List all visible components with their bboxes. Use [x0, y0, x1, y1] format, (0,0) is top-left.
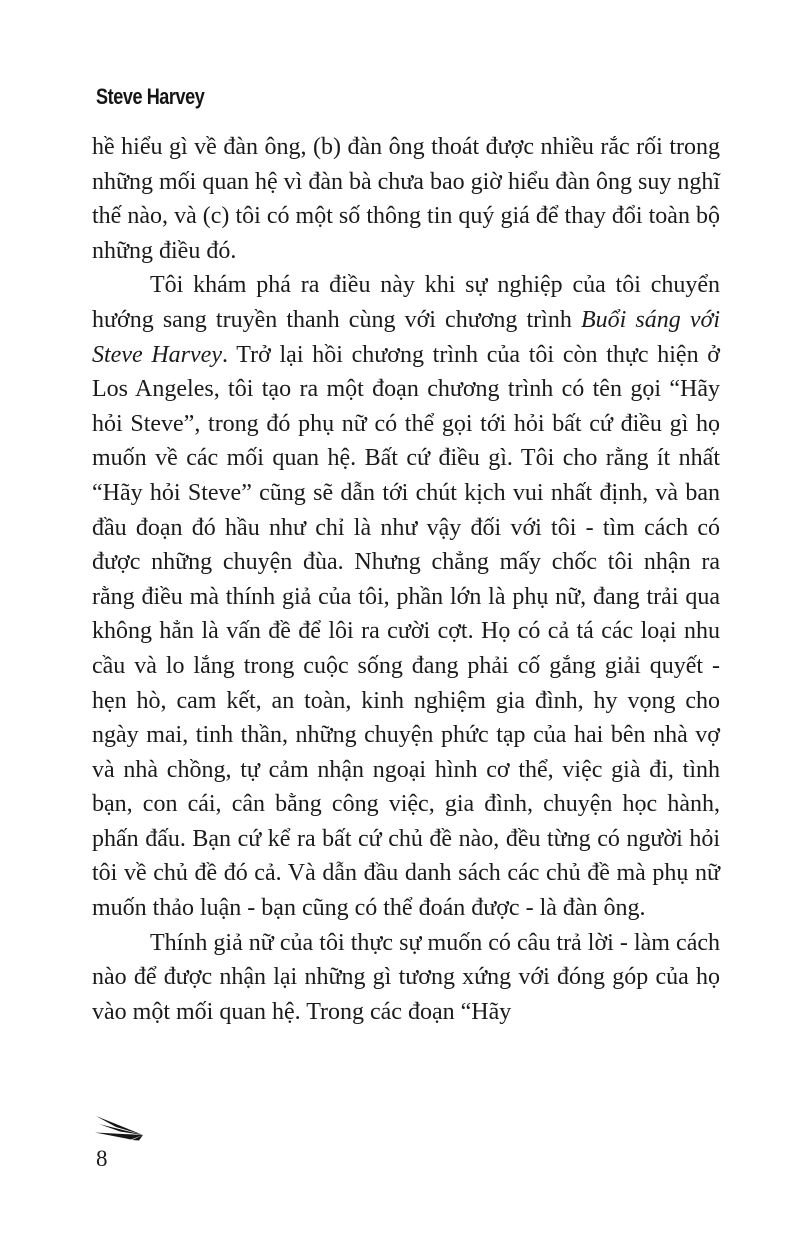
page-number: 8: [96, 1146, 108, 1171]
paragraph-text: . Trở lại hồi chương trình của tôi còn thực hiện ở Los Angeles, tôi tạo ra một đoạn chương trình có tên gọi “Hãy hỏi Steve”, trong đó phụ nữ có thể gọi tới hỏi bất cứ điều gì họ muốn về các mối quan hệ. Bất cứ điều gì. Tôi cho rằng ít nhất “Hãy hỏi Steve” cũng sẽ dẫn tới chút kịch vui nhất định, và ban đầu đoạn đó hầu như chỉ là như vậy đối với tôi - tìm cách có được những chuyện đùa. Nhưng chẳng mấy chốc tôi nhận ra rằng điều mà thính giả của tôi, phần lớn là phụ nữ, đang trải qua không hẳn là vấn đề để lôi ra cười cợt. Họ có cả tá các loại nhu cầu và lo lắng trong cuộc sống đang phải cố gắng giải quyết - hẹn hò, cam kết, an toàn, kinh nghiệm gia đình, hy vọng cho ngày mai, tinh thần, những chuyện phức tạp của hai bên nhà vợ và nhà chồng, tự cảm nhận ngoại hình cơ thể, việc già đi, tình bạn, con cái, cân bằng công việc, gia đình, chuyện học hành, phấn đấu. Bạn cứ kể ra bất cứ chủ đề nào, đều từng có người hỏi tôi về chủ đề đó cả. Và dẫn đầu danh sách các chủ đề mà phụ nữ muốn thảo luận - bạn cũng có thể đoán được - là đàn ông.: [92, 341, 720, 922]
body-text-block: [92, 130, 720, 1029]
paragraph: [92, 268, 720, 925]
page-footer: [94, 1114, 144, 1172]
paragraph-continuation: hề hiểu gì về đàn ông, (b) đàn ông thoát được nhiều rắc rối trong những mối quan hệ vì đàn bà chưa bao giờ hiểu đàn ông suy nghĩ thế nào, và (c) tôi có một số thông tin quý giá để thay đổi toàn bộ những điều đó.: [92, 134, 720, 264]
paper-plane-ornament-icon: [94, 1114, 144, 1144]
book-title-italic: Buổi sáng với Steve Harvey: [92, 306, 721, 368]
paragraph: Thính giả nữ của tôi thực sự muốn có câu trả lời - làm cách nào để được nhận lại những gì tương xứng với đóng góp của họ vào một mối quan hệ. Trong các đoạn “Hãy: [92, 929, 720, 1025]
running-header-author: Steve Harvey: [96, 84, 205, 109]
paragraph-text: Tôi khám phá ra điều này khi sự nghiệp của tôi chuyển hướng sang truyền thanh cùng với chương trình: [92, 272, 720, 333]
